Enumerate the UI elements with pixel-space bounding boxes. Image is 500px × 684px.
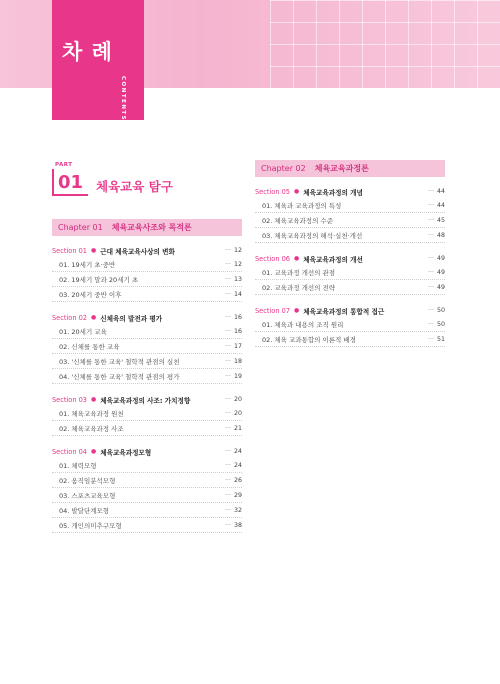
page-number: 48 xyxy=(436,231,445,239)
page-number: 49 xyxy=(436,283,445,291)
page-number: 24 xyxy=(233,461,242,469)
toc-item[interactable] xyxy=(255,265,445,280)
page-number: 16 xyxy=(233,327,242,335)
header-grid-pattern xyxy=(270,0,500,88)
bullet-dot-icon: ● xyxy=(293,188,300,195)
toc-item[interactable] xyxy=(52,421,242,436)
chapter-heading[interactable] xyxy=(52,219,242,236)
page-number: 44 xyxy=(436,188,445,195)
section-number: Section 07 xyxy=(255,306,290,315)
item-page xyxy=(225,522,242,529)
item-page xyxy=(225,477,242,484)
page-number: 12 xyxy=(233,260,242,268)
toc-item[interactable] xyxy=(52,257,242,272)
toc-section[interactable] xyxy=(255,304,445,317)
page-number: 32 xyxy=(233,506,242,514)
leader-icon: ··· xyxy=(427,216,434,224)
item-page xyxy=(225,462,242,469)
page-number: 38 xyxy=(233,521,242,529)
section-page xyxy=(428,188,445,195)
item-page xyxy=(428,232,445,239)
leader-icon: ··· xyxy=(224,314,231,321)
page-number: 20 xyxy=(233,396,242,403)
toc-item[interactable] xyxy=(255,317,445,332)
item-title: 03. 스포츠교육모형 xyxy=(59,491,116,500)
part-number: 01 xyxy=(58,172,84,193)
item-title: 02. 움직임분석모형 xyxy=(59,476,116,485)
leader-icon: ··· xyxy=(427,201,434,209)
toc-item[interactable] xyxy=(255,332,445,347)
item-page xyxy=(225,507,242,514)
page-number: 51 xyxy=(436,335,445,343)
page-number: 18 xyxy=(233,357,242,365)
page-number: 21 xyxy=(233,424,242,432)
item-page xyxy=(225,343,242,350)
item-title: 01. 체력모형 xyxy=(59,461,97,470)
page-subtitle: CONTENTS xyxy=(120,76,126,122)
bullet-dot-icon: ● xyxy=(90,448,97,455)
contents-title-box xyxy=(52,0,144,120)
leader-icon: ··· xyxy=(427,335,434,343)
item-title: 05. 개인의미추구모형 xyxy=(59,521,122,530)
item-title: 01. 19세기 초·중반 xyxy=(59,260,116,269)
item-page xyxy=(225,291,242,298)
page-number: 50 xyxy=(436,307,445,314)
toc-section[interactable] xyxy=(52,311,242,324)
item-page xyxy=(225,358,242,365)
page-number: 24 xyxy=(233,448,242,455)
toc-item[interactable] xyxy=(52,354,242,369)
page-number: 26 xyxy=(233,476,242,484)
item-title: 04. '신체를 통한 교육' 철학적 관점의 평가 xyxy=(59,372,180,381)
leader-icon: ··· xyxy=(427,188,434,195)
page-number: 19 xyxy=(233,372,242,380)
toc-item[interactable] xyxy=(52,272,242,287)
item-title: 01. 20세기 교육 xyxy=(59,327,107,336)
item-page xyxy=(428,269,445,276)
item-page xyxy=(225,261,242,268)
toc-item[interactable] xyxy=(52,406,242,421)
chapter-heading[interactable] xyxy=(255,160,445,177)
toc-item[interactable] xyxy=(255,228,445,243)
toc-item[interactable] xyxy=(52,488,242,503)
section-number: Section 05 xyxy=(255,187,290,196)
section-page xyxy=(428,307,445,314)
leader-icon: ··· xyxy=(224,342,231,350)
toc-column-left xyxy=(52,160,242,533)
leader-icon: ··· xyxy=(224,476,231,484)
leader-icon: ··· xyxy=(224,461,231,469)
leader-icon: ··· xyxy=(224,409,231,417)
toc-item[interactable] xyxy=(255,280,445,295)
section-title: 근대 체육교육사상의 변화 xyxy=(100,247,175,256)
section-page xyxy=(225,448,242,455)
item-title: 02. 체육 교과통합의 이론적 배경 xyxy=(262,335,356,344)
leader-icon: ··· xyxy=(224,448,231,455)
item-title: 01. 교육과정 개선의 관점 xyxy=(262,268,336,277)
section-title: 체육교육과정모형 xyxy=(100,448,152,457)
toc-item[interactable] xyxy=(52,458,242,473)
toc-item[interactable] xyxy=(52,473,242,488)
section-number: Section 06 xyxy=(255,254,290,263)
section-title: 체육교육과정의 개념 xyxy=(303,188,363,197)
section-title: 체육교육과정의 사조: 가치정향 xyxy=(100,396,191,405)
leader-icon: ··· xyxy=(427,231,434,239)
bullet-dot-icon: ● xyxy=(90,314,97,321)
section-page xyxy=(225,396,242,403)
part-heading xyxy=(52,160,242,200)
page-number: 13 xyxy=(233,275,242,283)
toc-section[interactable] xyxy=(255,185,445,198)
leader-icon: ··· xyxy=(224,260,231,268)
toc-section[interactable] xyxy=(52,244,242,257)
leader-icon: ··· xyxy=(427,307,434,314)
item-page xyxy=(225,492,242,499)
page-title: 차 례 xyxy=(62,40,113,64)
item-title: 02. 체육교육과정의 수준 xyxy=(262,216,333,225)
section-number: Section 01 xyxy=(52,246,87,255)
leader-icon: ··· xyxy=(224,247,231,254)
chapter-title: 체육교육과정론 xyxy=(314,164,369,173)
toc-item[interactable] xyxy=(52,369,242,384)
page-number: 29 xyxy=(233,491,242,499)
toc-item[interactable] xyxy=(255,198,445,213)
item-page xyxy=(428,284,445,291)
page-number: 16 xyxy=(233,314,242,321)
leader-icon: ··· xyxy=(224,275,231,283)
leader-icon: ··· xyxy=(224,506,231,514)
page-number: 17 xyxy=(233,342,242,350)
section-page xyxy=(428,255,445,262)
page-number: 44 xyxy=(436,201,445,209)
leader-icon: ··· xyxy=(224,357,231,365)
toc-item[interactable] xyxy=(255,213,445,228)
item-page xyxy=(428,321,445,328)
item-page xyxy=(225,373,242,380)
bullet-dot-icon: ● xyxy=(90,247,97,254)
toc-item[interactable] xyxy=(52,518,242,533)
part-label: PART xyxy=(55,162,73,168)
section-page xyxy=(225,247,242,254)
leader-icon: ··· xyxy=(224,491,231,499)
page-number: 49 xyxy=(436,268,445,276)
page-number: 12 xyxy=(233,247,242,254)
leader-icon: ··· xyxy=(427,255,434,262)
toc-section[interactable] xyxy=(255,252,445,265)
item-title: 04. 발달단계모형 xyxy=(59,506,110,515)
toc-item[interactable] xyxy=(52,287,242,302)
toc-column-right xyxy=(255,160,445,347)
leader-icon: ··· xyxy=(224,327,231,335)
toc-item[interactable] xyxy=(52,339,242,354)
item-page xyxy=(428,336,445,343)
toc-section[interactable] xyxy=(52,393,242,406)
section-number: Section 02 xyxy=(52,313,87,322)
toc-item[interactable] xyxy=(52,503,242,518)
item-page xyxy=(428,217,445,224)
item-title: 03. 체육교육과정의 해석·실천·개선 xyxy=(262,231,363,240)
item-page xyxy=(428,202,445,209)
section-number: Section 03 xyxy=(52,395,87,404)
leader-icon: ··· xyxy=(224,521,231,529)
chapter-number: Chapter 01 xyxy=(58,223,103,232)
part-title: 체육교육 탐구 xyxy=(96,179,173,194)
section-title: 체육교육과정의 개선 xyxy=(303,255,363,264)
section-title: 체육교육과정의 통합적 접근 xyxy=(303,307,385,316)
leader-icon: ··· xyxy=(224,396,231,403)
item-title: 02. 체육교육과정 사조 xyxy=(59,424,124,433)
leader-icon: ··· xyxy=(427,268,434,276)
chapter-number: Chapter 02 xyxy=(261,164,306,173)
item-page xyxy=(225,425,242,432)
leader-icon: ··· xyxy=(427,283,434,291)
item-title: 01. 체육과 교육과정의 특성 xyxy=(262,201,342,210)
page-number: 14 xyxy=(233,290,242,298)
section-number: Section 04 xyxy=(52,447,87,456)
bullet-dot-icon: ● xyxy=(293,255,300,262)
page-number: 20 xyxy=(233,409,242,417)
bullet-dot-icon: ● xyxy=(293,307,300,314)
section-title: 신체육의 발전과 평가 xyxy=(100,314,163,323)
item-title: 01. 체육교육과정 원천 xyxy=(59,409,124,418)
item-page xyxy=(225,410,242,417)
item-title: 02. 신체를 통한 교육 xyxy=(59,342,120,351)
leader-icon: ··· xyxy=(427,320,434,328)
toc-item[interactable] xyxy=(52,324,242,339)
page-number: 45 xyxy=(436,216,445,224)
item-title: 02. 교육과정 개선의 전략 xyxy=(262,283,336,292)
item-page xyxy=(225,276,242,283)
section-page xyxy=(225,314,242,321)
bullet-dot-icon: ● xyxy=(90,396,97,403)
leader-icon: ··· xyxy=(224,424,231,432)
page-number: 50 xyxy=(436,320,445,328)
leader-icon: ··· xyxy=(224,290,231,298)
leader-icon: ··· xyxy=(224,372,231,380)
item-title: 03. '신체를 통한 교육' 철학적 관점의 실천 xyxy=(59,357,180,366)
item-page xyxy=(225,328,242,335)
page-number: 49 xyxy=(436,255,445,262)
item-title: 03. 20세기 중반 이후 xyxy=(59,290,122,299)
item-title: 01. 체육과 내용의 조직 원리 xyxy=(262,320,344,329)
item-title: 02. 19세기 말과 20세기 초 xyxy=(59,275,139,284)
chapter-title: 체육교육사조와 목적론 xyxy=(111,223,192,232)
toc-section[interactable] xyxy=(52,445,242,458)
